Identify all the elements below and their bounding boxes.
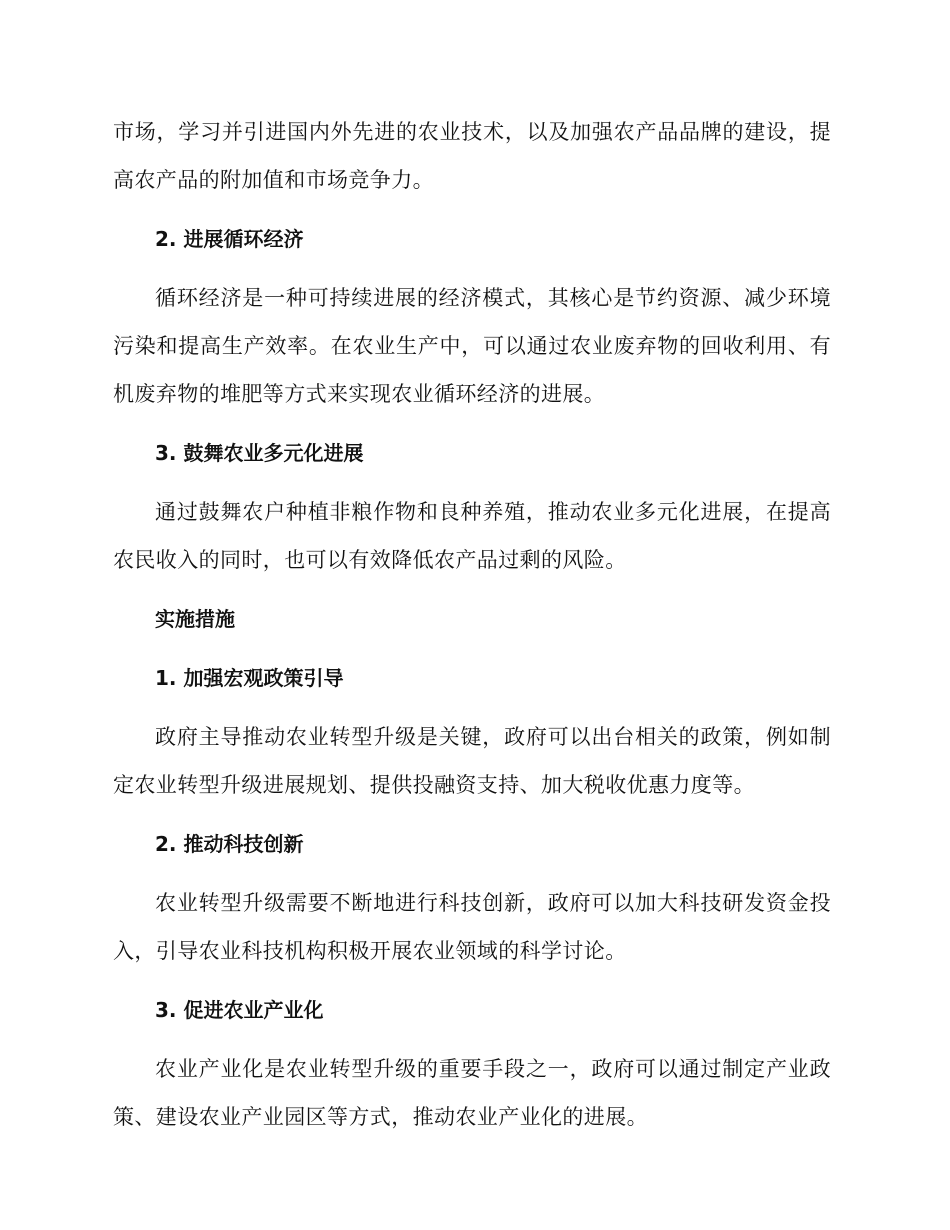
- section-heading: 实施措施: [155, 607, 235, 631]
- section-heading: 2. 进展循环经济: [155, 227, 304, 251]
- paragraph: 政府主导推动农业转型升级是关键，政府可以出台相关的政策，例如制定农业转型升级进展规划、提供投融资支持、加大税收优惠力度等。: [113, 725, 831, 797]
- paragraph: 农业转型升级需要不断地进行科技创新，政府可以加大科技研发资金投入，引导农业科技机构积极开展农业领域的科学讨论。: [113, 891, 831, 963]
- section-heading: 3. 促进农业产业化: [155, 998, 324, 1022]
- section-heading: 1. 加强宏观政策引导: [155, 666, 344, 690]
- paragraph: 循环经济是一种可持续进展的经济模式，其核心是节约资源、减少环境污染和提高生产效率。在农业生产中，可以通过农业废弃物的回收利用、有机废弃物的堆肥等方式来实现农业循环经济的进展。: [113, 286, 831, 406]
- paragraph: 市场，学习并引进国内外先进的农业技术，以及加强农产品品牌的建设，提高农产品的附加值和市场竞争力。: [113, 120, 831, 192]
- document-body: [113, 108, 831, 1141]
- paragraph: 通过鼓舞农户种植非粮作物和良种养殖，推动农业多元化进展，在提高农民收入的同时，也可以有效降低农产品过剩的风险。: [113, 500, 831, 572]
- section-heading: 3. 鼓舞农业多元化进展: [155, 441, 364, 465]
- section-heading: 2. 推动科技创新: [155, 832, 304, 856]
- paragraph: 农业产业化是农业转型升级的重要手段之一，政府可以通过制定产业政策、建设农业产业园区等方式，推动农业产业化的进展。: [113, 1057, 831, 1129]
